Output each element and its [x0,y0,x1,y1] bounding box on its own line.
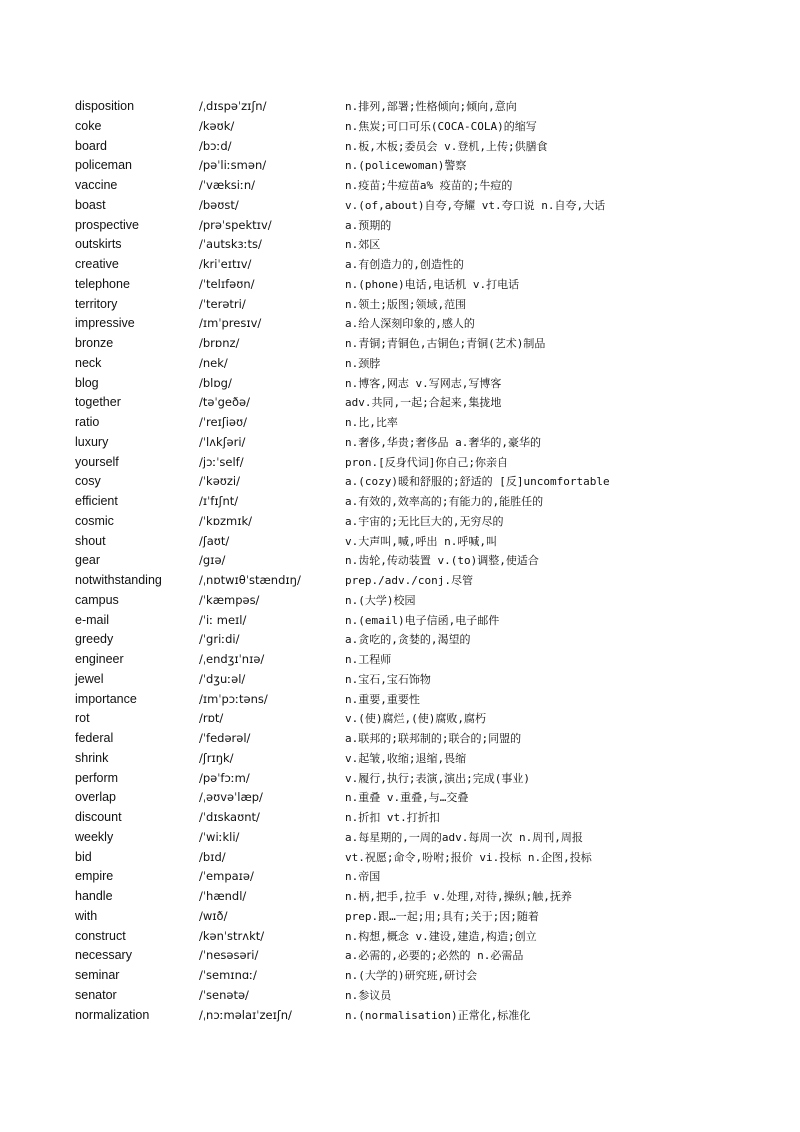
vocab-row [0,986,800,1006]
vocab-phonetic: /ˈwiːkli/ [199,829,240,844]
vocab-word: impressive [75,316,135,331]
vocab-word: campus [75,592,119,607]
vocab-row [0,275,800,295]
vocab-word: territory [75,296,118,311]
vocab-definition: n.颈脖 [345,356,381,370]
vocab-row [0,176,800,196]
vocab-definition: n.奢侈,华贵;奢侈品 a.奢华的,豪华的 [345,435,541,449]
vocab-phonetic: /wɪð/ [199,908,228,923]
vocab-definition: v.大声叫,喊,呼出 n.呼喊,叫 [345,534,497,548]
vocab-word: necessary [75,948,132,963]
vocab-row [0,196,800,216]
vocab-word: neck [75,355,102,370]
vocab-definition: n.板,木板;委员会 v.登机,上传;供膳食 [345,139,548,153]
vocab-definition: a.每星期的,一周的adv.每周一次 n.周刊,周报 [345,830,583,844]
vocab-definition: n.构想,概念 v.建设,建造,构造;创立 [345,929,537,943]
vocab-word: blog [75,375,99,390]
vocab-definition: n.博客,网志 v.写网志,写博客 [345,376,502,390]
vocab-definition: n.(normalisation)正常化,标准化 [345,1008,531,1022]
vocab-definition: v.起皱,收缩;退缩,畏缩 [345,751,467,765]
vocab-phonetic: /ˈkɒzmɪk/ [199,513,253,528]
vocab-definition: n.重要,重要性 [345,692,420,706]
vocab-definition: n.郊区 [345,238,381,252]
vocab-phonetic: /ˈdʒuːəl/ [199,671,246,686]
vocab-word: disposition [75,99,135,113]
vocab-word: vaccine [75,178,118,192]
vocab-row [0,453,800,473]
vocab-word: luxury [75,434,109,449]
vocab-word: boast [75,197,106,212]
vocab-phonetic: /ˌəʊvəˈlæp/ [199,790,263,805]
vocab-phonetic: /ˈautskɜːts/ [199,237,262,252]
vocab-row [0,551,800,571]
vocab-row [0,117,800,137]
vocab-row [0,887,800,907]
vocab-row [0,848,800,868]
vocab-definition: n.疫苗;牛痘苗a% 疫苗的;牛痘的 [345,179,513,192]
vocab-row [0,591,800,611]
vocab-word: gear [75,553,101,568]
vocab-phonetic: /ˈkəʊzi/ [199,474,240,489]
vocab-phonetic: /bəʊst/ [199,197,239,212]
vocab-definition: n.(policewoman)警察 [345,159,467,173]
vocab-phonetic: /ɪˈfɪʃnt/ [199,494,239,508]
vocab-word: cosy [75,474,101,489]
vocab-row [0,374,800,394]
vocab-word: notwithstanding [75,573,162,587]
vocab-definition: pron.[反身代词]你自己;你亲自 [345,455,508,469]
vocab-row [0,867,800,887]
vocab-word: normalization [75,1007,150,1022]
vocab-word: seminar [75,968,120,982]
vocab-phonetic: /ˈnesəsəri/ [199,948,259,963]
vocab-phonetic: /ˈsemɪnɑː/ [199,968,257,982]
vocab-phonetic: /brɒnz/ [199,336,240,350]
vocab-definition: n.(大学的)研究班,研讨会 [345,969,478,982]
vocab-phonetic: /gɪə/ [199,553,226,568]
vocab-word: telephone [75,276,130,291]
vocab-definition: a.宇宙的;无比巨大的,无穷尽的 [345,514,504,528]
vocab-definition: vt.祝愿;命令,吩咐;报价 vi.投标 n.企图,投标 [345,850,592,864]
vocab-word: cosmic [75,513,114,528]
vocab-definition: n.(email)电子信函,电子邮件 [345,613,500,627]
vocab-phonetic: /ˈtelɪfəʊn/ [199,276,255,291]
vocab-word: creative [75,257,119,271]
vocab-phonetic: /kriˈeɪtɪv/ [199,257,252,271]
vocab-phonetic: /ʃrɪŋk/ [199,750,234,765]
vocab-word: bid [75,849,92,864]
vocab-word: engineer [75,652,124,666]
vocab-definition: n.宝石,宝石饰物 [345,672,431,686]
vocab-row [0,966,800,986]
vocab-word: overlap [75,790,116,805]
vocab-definition: n.(phone)电话,电话机 v.打电话 [345,277,520,291]
vocab-definition: a.必需的,必要的;必然的 n.必需品 [345,949,524,963]
vocab-row [0,946,800,966]
vocab-row [0,433,800,453]
vocab-row [0,808,800,828]
vocab-definition: prep./adv./conj.尽管 [345,574,473,587]
vocab-definition: a.有创造力的,创造性的 [345,258,464,271]
vocab-word: weekly [75,829,114,844]
vocab-definition: n.齿轮,传动装置 v.(to)调整,使适合 [345,554,539,568]
vocab-phonetic: /ˈgriːdi/ [199,632,240,647]
vocab-row [0,97,800,117]
vocab-phonetic: /nek/ [199,355,228,370]
vocab-row [0,492,800,512]
vocab-row [0,828,800,848]
vocab-phonetic: /jɔːˈself/ [199,454,244,469]
vocab-row [0,354,800,374]
vocab-word: handle [75,889,113,903]
vocab-definition: n.帝国 [345,870,381,884]
vocab-word: coke [75,118,102,133]
vocab-phonetic: /ˌnɔːməlaɪˈzeɪʃn/ [199,1007,292,1022]
vocab-row [0,295,800,315]
vocab-phonetic: /ˈvæksiːn/ [199,178,256,192]
vocab-phonetic: /bɔːd/ [199,138,232,153]
vocab-phonetic: /ˈdɪskaʊnt/ [199,810,260,824]
vocab-phonetic: /ˈkæmpəs/ [199,592,260,607]
vocab-phonetic: /ˈterətri/ [199,296,246,311]
vocab-phonetic: /ʃaʊt/ [199,533,230,548]
vocab-row [0,235,800,255]
vocab-word: together [75,395,121,410]
vocab-word: greedy [75,632,114,647]
vocab-definition: v.履行,执行;表演,演出;完成(事业) [345,771,530,785]
vocab-word: bronze [75,336,114,350]
vocab-definition: a.预期的 [345,218,392,232]
vocab-word: shrink [75,750,109,765]
vocab-row [0,314,800,334]
vocab-word: with [75,908,98,923]
vocab-phonetic: /pəˈliːsmən/ [199,158,267,173]
vocab-word: efficient [75,494,118,508]
vocab-word: empire [75,869,114,884]
vocab-word: senator [75,987,117,1002]
vocab-phonetic: /ˈempaɪə/ [199,869,254,884]
vocab-definition: a.有效的,效率高的;有能力的,能胜任的 [345,495,544,508]
vocab-word: outskirts [75,237,122,252]
vocab-definition: n.(大学)校园 [345,593,416,607]
vocab-phonetic: /ˈhændl/ [199,889,247,903]
vocab-word: construct [75,928,126,943]
vocab-row [0,749,800,769]
vocab-definition: n.折扣 vt.打折扣 [345,811,440,824]
vocab-definition: n.柄,把手,拉手 v.处理,对待,操纵;触,抚养 [345,890,572,903]
vocab-phonetic: /kəʊk/ [199,118,235,133]
vocab-definition: a.贪吃的,贪婪的,渴望的 [345,633,471,647]
vocab-definition: v.(of,about)自夸,夸耀 vt.夸口说 n.自夸,大话 [345,198,606,212]
vocab-phonetic: /ˈfedərəl/ [199,731,251,745]
vocab-word: prospective [75,217,139,232]
vocab-row [0,571,800,591]
vocab-phonetic: /ˌnɒtwɪθˈstændɪŋ/ [199,573,301,587]
vocab-row [0,137,800,157]
vocab-row [0,472,800,492]
vocab-definition: n.排列,部署;性格倾向;倾向,意向 [345,100,517,113]
vocab-word: policeman [75,158,132,173]
vocab-row [0,334,800,354]
vocab-definition: a.联邦的;联邦制的;联合的;同盟的 [345,732,522,745]
vocab-definition: n.比,比率 [345,416,398,429]
vocab-definition: n.焦炭;可口可乐(COCA-COLA)的缩写 [345,119,537,133]
vocab-definition: n.青铜;青铜色,古铜色;青铜(艺术)制品 [345,337,546,350]
vocab-row [0,927,800,947]
vocab-row [0,670,800,690]
vocab-row [0,413,800,433]
vocab-row [0,907,800,927]
vocab-word: ratio [75,415,100,429]
vocab-row [0,216,800,236]
vocab-row [0,769,800,789]
vocab-row [0,650,800,670]
vocab-word: discount [75,810,122,824]
vocab-phonetic: /rɒt/ [199,711,224,726]
vocab-word: federal [75,731,114,745]
vocab-definition: a.给人深刻印象的,感人的 [345,317,475,331]
vocab-definition: n.工程师 [345,653,392,666]
vocab-phonetic: /ˈiː meɪl/ [199,612,247,627]
vocab-row [0,156,800,176]
vocab-definition: prep.跟…一起;用;具有;关于;因;随着 [345,909,539,923]
vocab-row [0,729,800,749]
vocab-phonetic: /ˈlʌkʃəri/ [199,434,246,449]
vocab-definition: n.领土;版图;领域,范围 [345,297,467,311]
vocab-row [0,630,800,650]
vocab-word: perform [75,770,119,785]
vocab-row [0,611,800,631]
vocab-phonetic: /prəˈspektɪv/ [199,217,272,232]
vocab-word: jewel [75,671,104,686]
vocab-row [0,709,800,729]
vocab-phonetic: /ˈreɪʃiəʊ/ [199,415,247,429]
vocab-word: importance [75,691,137,706]
vocab-phonetic: /təˈgeðə/ [199,395,250,410]
vocab-word: e-mail [75,612,110,627]
vocab-definition: n.重叠 v.重叠,与…交叠 [345,791,469,805]
vocab-definition: a.(cozy)暖和舒服的;舒适的 [反]uncomfortable [345,475,610,489]
vocabulary-list [0,97,800,1025]
vocab-phonetic: /pəˈfɔːm/ [199,770,250,785]
vocab-word: yourself [75,454,119,469]
vocab-row [0,690,800,710]
vocab-definition: v.(使)腐烂,(使)腐败,腐朽 [345,712,486,726]
vocab-phonetic: /ɪmˈpresɪv/ [199,316,262,331]
vocab-row [0,532,800,552]
vocab-row [0,788,800,808]
vocab-definition: n.参议员 [345,988,392,1002]
vocab-row [0,512,800,532]
vocab-phonetic: /blɒg/ [199,375,232,390]
vocab-word: shout [75,533,106,548]
vocab-row [0,393,800,413]
vocab-row [0,1006,800,1026]
vocab-phonetic: /kənˈstrʌkt/ [199,928,265,943]
vocab-phonetic: /ˌdɪspəˈzɪʃn/ [199,99,267,113]
vocab-word: board [75,138,107,153]
vocab-phonetic: /bɪd/ [199,849,226,864]
vocab-phonetic: /ˌendʒɪˈnɪə/ [199,652,265,666]
vocab-phonetic: /ˈsenətə/ [199,987,249,1002]
vocab-phonetic: /ɪmˈpɔːtəns/ [199,691,268,706]
vocab-definition: adv.共同,一起;合起来,集拢地 [345,396,502,410]
vocab-word: rot [75,711,90,726]
vocab-row [0,255,800,275]
